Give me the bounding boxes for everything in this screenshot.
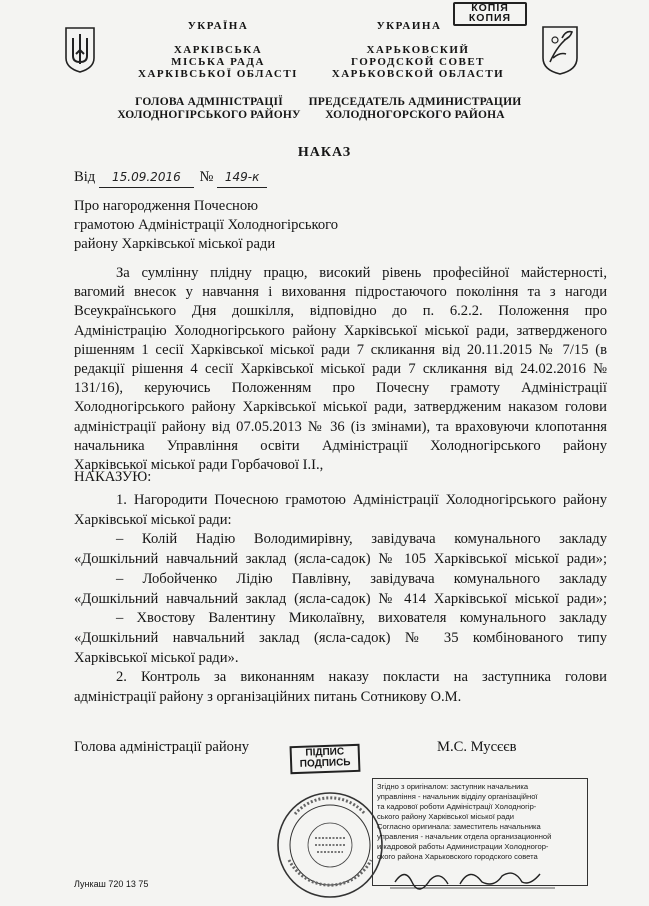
item-line: «Дошкільний навчальний заклад (ясла-садок) № 105 Харківської міської ради»; (74, 551, 607, 568)
header-left-head-line: ГОЛОВА АДМІНІСТРАЦІЇ (135, 96, 283, 108)
item-line: – Колій Надію Володимирівну, завідувача комунального закладу (116, 531, 607, 548)
order-items (74, 491, 607, 708)
copy-stamp-ua: КОПІЯ (471, 2, 509, 14)
header-right-country: УКРАИНА (376, 20, 442, 32)
header-right-org-line: ХАРЬКОВСКОЙ ОБЛАСТИ (331, 68, 505, 80)
header-left-org-line: МІСЬКА РАДА (171, 56, 265, 68)
header-left-org-line: ХАРКІВСЬКА (173, 44, 263, 56)
subject-line: грамотою Адміністрації Холодногірського (74, 217, 339, 233)
order-date: 15.09.2016 (99, 168, 194, 188)
cert-line: Згідно з оригіналом: заступник начальника (377, 782, 529, 791)
cert-line: Согласно оригинала: заместитель начальника (377, 822, 541, 831)
header-right-org-line: ГОРОДСКОЙ СОВЕТ (350, 56, 486, 68)
copy-stamp-ru: КОПИЯ (468, 12, 512, 24)
item-line: «Дошкільний навчальний заклад (ясла-садок) № 414 Харківської міської ради»; (74, 590, 607, 607)
ukraine-trident-emblem (62, 26, 98, 74)
subject-line: Про нагородження Почесною (74, 198, 259, 214)
header-left-country: УКРАЇНА (187, 20, 249, 32)
item-line: адміністрації району з організаційних питань Сотникову О.М. (74, 689, 462, 706)
preamble-line: рішенням 1 сесії Харківської міської ради 7 скликання від 20.11.2015 № 7/15 (в (74, 341, 607, 358)
item-line: Харківської міської ради: (74, 511, 232, 528)
signature-stamp-ua: ПІДПИС (305, 746, 345, 759)
item-line: Харківської міської ради». (74, 649, 239, 666)
item-line: – Лобойченко Лідію Павлівну, завідувача комунального закладу (116, 570, 607, 587)
cert-line: управления - начальник отдела организационной (377, 832, 552, 841)
cert-line: управління - начальник відділу організаційної (377, 792, 538, 801)
item-line: 1. Нагородити Почесною грамотою Адміністрації Холодногірського району (116, 492, 607, 508)
cert-line: та кадрової роботи Адміністрації Холодногір- (377, 802, 537, 811)
preamble-line: Всеукраїнського Дня дошкілля, відповідно до п. 6.2.2. Положення про (74, 303, 607, 320)
preamble-line: Харківської міської ради Горбачової І.І., (74, 457, 324, 474)
header-left-org (133, 44, 303, 80)
preamble-line: Холодногірського району Харківської міської ради, затвердженим наказом голови (74, 399, 607, 416)
preamble-line: адміністрації району від 07.05.2013 № 36 (із змінами), та враховуючи клопотання (74, 418, 607, 435)
number-prefix: № (199, 169, 214, 185)
order-date-line (74, 168, 374, 188)
subject-line: району Харківської міської ради (74, 236, 276, 252)
header-right-head (306, 96, 524, 122)
item-line: – Хвостову Валентину Миколаївну, вихователя комунального закладу (116, 610, 607, 627)
header-right-head-line: ХОЛОДНОГОРСКОГО РАЙОНА (325, 109, 505, 121)
footer-note: Лункаш 720 13 75 (74, 879, 149, 889)
item-line: «Дошкільний навчальний заклад (ясла-садок) № 35 комбінованого типу (74, 629, 607, 646)
preamble-line: редакції рішення 4 сесії Харківської міської ради 7 скликання від 24.02.2016 № (74, 361, 607, 378)
order-title: НАКАЗ (297, 145, 352, 160)
signature-stamp-ru: ПОДПИСЬ (299, 757, 351, 770)
header-left-org-line: ХАРКІВСЬКОЇ ОБЛАСТІ (138, 68, 298, 80)
round-seal (275, 790, 385, 900)
item-line: 2. Контроль за виконанням наказу покласти на заступника голови (116, 669, 607, 686)
cert-line: и кадровой работы Администрации Холодногор- (377, 842, 549, 851)
date-prefix: Від (74, 169, 96, 185)
preamble-line: начальника Управління освіти Адміністрації Холодногірського району (74, 437, 607, 454)
order-directive: НАКАЗУЮ: (74, 469, 152, 485)
kharkiv-city-emblem (540, 24, 580, 76)
signature-stamp (290, 744, 361, 774)
order-number: 149-к (217, 168, 267, 188)
cert-line: ського району Харківської міської ради (377, 812, 515, 821)
copy-stamp (453, 2, 527, 26)
header-left-head (104, 96, 314, 122)
signature-position: Голова адміністрації району (74, 739, 250, 755)
order-subject (74, 197, 404, 254)
preamble-line: 131/16), керуючись Положенням про Почесну грамоту Адміністрації (74, 380, 607, 397)
order-preamble (74, 264, 607, 475)
handwritten-signature (390, 862, 560, 892)
preamble-line: За сумлінну плідну працю, високий рівень професійної майстерності, (116, 265, 607, 281)
cert-line: ского района Харьковского городского совета (377, 852, 538, 861)
header-right-head-line: ПРЕДСЕДАТЕЛЬ АДМИНИСТРАЦИИ (308, 96, 522, 108)
signatory-name: М.С. Мусєєв (437, 739, 517, 755)
header-left-head-line: ХОЛОДНОГІРСЬКОГО РАЙОНУ (117, 109, 301, 121)
header-right-org (318, 44, 518, 80)
header-right-org-line: ХАРЬКОВСКИЙ (366, 44, 470, 56)
preamble-line: вагомий внесок у навчання і виховання підростаючого покоління та з нагоди (74, 284, 607, 301)
preamble-line: Адміністрацію Холодногірського району Харківської міської ради, затвердженого (74, 322, 607, 339)
